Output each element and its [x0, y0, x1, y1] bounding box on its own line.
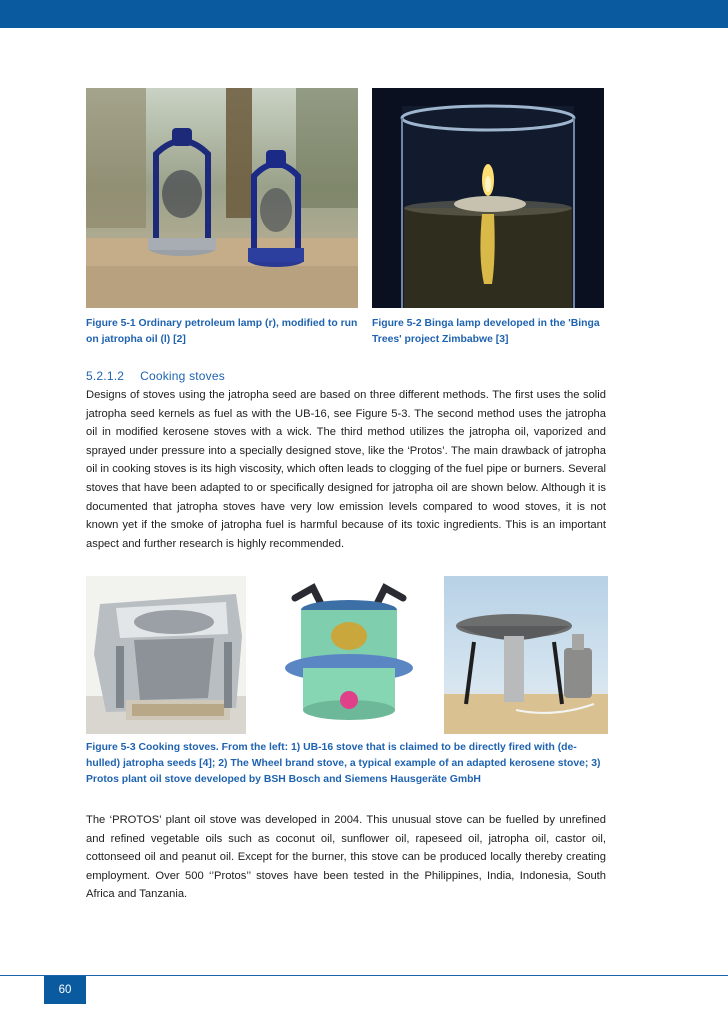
figure-5-3-caption: Figure 5-3 Cooking stoves. From the left: 1) UB-16 stove that is claimed to be directly fired with (de-hulled) jatropha seeds [4]; 2) The Wheel brand stove, a typical example of an adapted kerosene stove; 3) Protos plant oil stove developed by BSH Bosch and Siemens Hausgeräte GmbH	[86, 742, 601, 785]
figure-5-1-caption: Figure 5-1 Ordinary petroleum lamp (r), modified to run on jatropha oil (l) [2]	[86, 318, 358, 345]
paragraph-1: Designs of stoves using the jatropha seed are based on three different methods. The first uses the solid jatropha seed kernels as fuel as with the UB-16, see Figure 5-3. The second method uses the jatropha oil in modified kerosene stoves with a wick. The third method utilizes the jatropha oil, vaporized and sprayed under pressure into a specially designed stove, like the ‘Protos’. The main drawback of jatropha oil in cooking stoves is its high viscosity, which often leads to clogging of the fuel pipe or burners. Several stoves that have been adapted to or specifically designed for jatropha oil are shown below. Although it is documented that jatropha stoves have very low emission levels compared to wood stoves, it is not known yet if the smoke of jatropha fuel is harmful because of its toxic ingredients. This is an important aspect and further research is highly recommended.	[86, 389, 606, 550]
page-number: 60	[44, 976, 86, 1004]
section-number: 5.2.1.2	[86, 369, 125, 383]
header-band	[0, 0, 728, 28]
footer-divider	[0, 975, 728, 976]
section-heading	[86, 369, 225, 383]
paragraph-2: The ‘PROTOS’ plant oil stove was developed in 2004. This unusual stove can be fuelled by unrefined and refined vegetable oils such as coconut oil, sunflower oil, rapeseed oil, jatropha oil, castor oil, cottonseed oil and peanut oil. Except for the burner, this stove can be produced locally thereby creating employment. Over 500 ‘’Protos’’ stoves have been tested in the Philippines, India, Indonesia, South Africa and Tanzania.	[86, 814, 606, 901]
figure-5-2-caption: Figure 5-2 Binga lamp developed in the 'Binga Trees' project Zimbabwe [3]	[372, 318, 600, 345]
figure-5-3-photo-protos-stove	[444, 576, 608, 734]
section-title: Cooking stoves	[140, 369, 225, 383]
figure-5-3-photo-ub16	[86, 576, 246, 734]
figure-5-2-photo	[372, 88, 604, 308]
figure-5-3-photo-wheel-stove	[279, 576, 419, 734]
figure-5-1-photo	[86, 88, 358, 308]
